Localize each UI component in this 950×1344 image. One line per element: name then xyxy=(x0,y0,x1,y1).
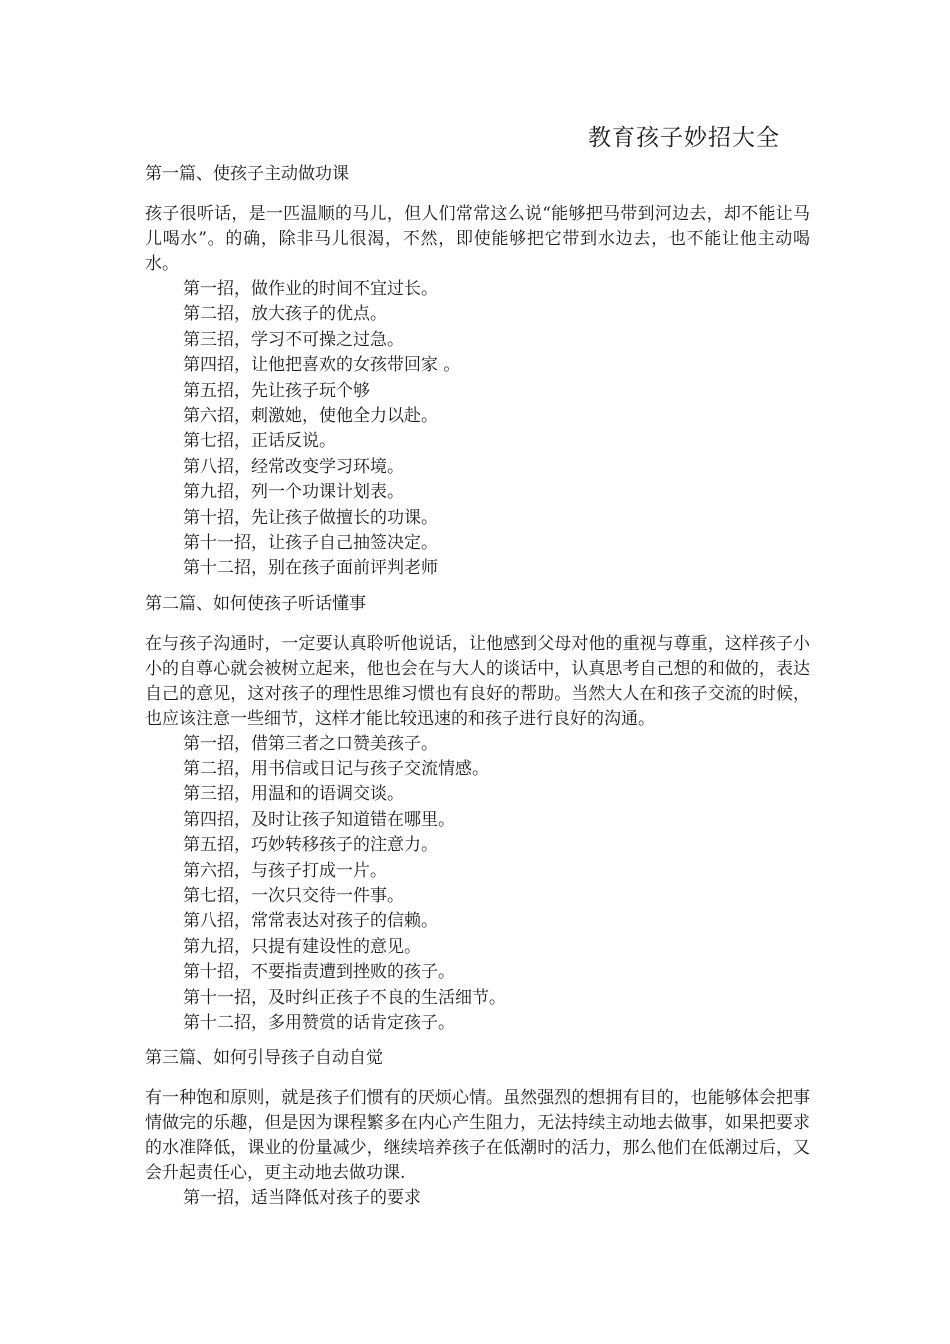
tips-list xyxy=(145,277,810,582)
tip-item: 第五招，先让孩子玩个够 xyxy=(183,380,370,401)
tip-item: 第五招，巧妙转移孩子的注意力。 xyxy=(183,835,438,856)
tip-item: 第四招，及时让孩子知道错在哪里。 xyxy=(183,809,455,830)
tip-item: 第一招，适当降低对孩子的要求 xyxy=(183,1188,421,1209)
section-heading: 第一篇、使孩子主动做功课 xyxy=(145,164,349,184)
document-title: 教育孩子妙招大全 xyxy=(588,125,780,151)
tip-item: 第六招，与孩子打成一片。 xyxy=(183,860,387,881)
tip-item: 第三招，用温和的语调交谈。 xyxy=(183,784,404,805)
tip-item: 第二招，放大孩子的优点。 xyxy=(183,304,387,325)
section-heading: 第二篇、如何使孩子听话懂事 xyxy=(145,593,366,614)
tip-item: 第七招，一次只交待一件事。 xyxy=(183,886,404,907)
tip-item: 第八招，常常表达对孩子的信赖。 xyxy=(183,911,438,932)
section-intro: 在与孩子沟通时，一定要认真聆听他说话，让他感到父母对他的重视与尊重，这样孩子小小的自尊心就会被树立起来，他也会在与大人的谈话中，认真思考自己想的和做的，表达自己的意见，这对孩子的理性思维习惯也有良好的帮助。当然大人在和孩子交流的时候，也应该注意一些细节，这样才能比较迅速的和孩子进行良好的沟通。 xyxy=(145,633,810,729)
tip-item: 第七招，正话反说。 xyxy=(183,431,336,452)
section-intro: 孩子很听话，是一匹温顺的马儿，但人们常常这么说“能够把马带到河边去，却不能让马儿喝水”。的确，除非马儿很渴，不然，即使能够把它带到水边去，也不能让他主动喝水。 xyxy=(145,204,810,274)
section-intro: 有一种饱和原则，就是孩子们惯有的厌烦心情。虽然强烈的想拥有目的，也能够体会把事情做完的乐趣，但是因为课程繁多在内心产生阻力，无法持续主动地去做事，如果把要求的水准降低，课业的份量减少，继续培养孩子在低潮时的活力，那么他们在低潮过后，又会升起责任心，更主动地去做功课. xyxy=(145,1088,810,1184)
section-heading: 第三篇、如何引导孩子自动自觉 xyxy=(145,1048,383,1069)
section-3 xyxy=(145,1044,810,1211)
tip-item: 第十二招，别在孩子面前评判老师 xyxy=(183,558,438,579)
tip-item: 第十一招，及时纠正孩子不良的生活细节。 xyxy=(183,987,506,1008)
document-body xyxy=(145,160,810,1212)
tip-item: 第十一招，让孩子自己抽签决定。 xyxy=(183,532,438,553)
tip-item: 第二招，用书信或日记与孩子交流情感。 xyxy=(183,759,489,780)
section-2 xyxy=(145,590,810,1045)
tip-item: 第一招，做作业的时间不宜过长。 xyxy=(183,279,438,299)
tip-item: 第十招，不要指责遭到挫败的孩子。 xyxy=(183,962,455,983)
tips-list xyxy=(145,732,810,1037)
tip-item: 第一招，借第三者之口赞美孩子。 xyxy=(183,733,438,754)
tip-item: 第六招，刺激她，使他全力以赴。 xyxy=(183,405,438,426)
tip-item: 第三招，学习不可操之过急。 xyxy=(183,329,404,350)
tip-item: 第十二招，多用赞赏的话肯定孩子。 xyxy=(183,1012,455,1033)
tip-item: 第九招，列一个功课计划表。 xyxy=(183,482,404,503)
tip-item: 第九招，只提有建设性的意见。 xyxy=(183,936,421,957)
tips-list xyxy=(145,1186,810,1211)
tip-item: 第八招，经常改变学习环境。 xyxy=(183,456,404,477)
tip-item: 第十招，先让孩子做擅长的功课。 xyxy=(183,507,438,528)
tip-item: 第四招，让他把喜欢的女孩带回家 。 xyxy=(183,355,461,376)
section-1 xyxy=(145,160,810,590)
